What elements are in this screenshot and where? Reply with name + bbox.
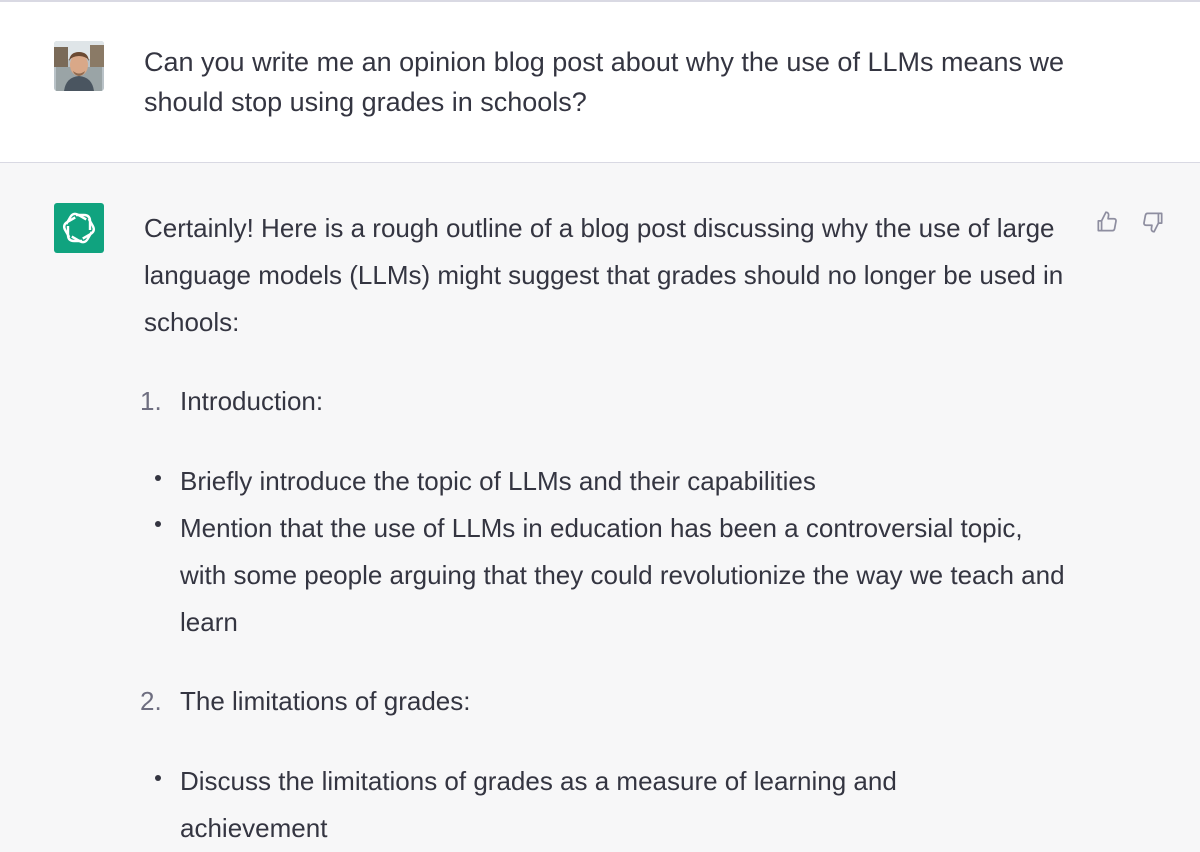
thumbs-down-icon xyxy=(1140,209,1166,235)
list-item-title: The limitations of grades: xyxy=(180,686,471,716)
user-avatar-photo xyxy=(54,41,104,91)
thumbs-up-button[interactable] xyxy=(1092,207,1122,237)
list-item-title: Introduction: xyxy=(180,386,324,416)
thumbs-down-button[interactable] xyxy=(1138,207,1168,237)
bullet-dot xyxy=(155,475,161,481)
bullet-dot xyxy=(155,775,161,781)
assistant-avatar xyxy=(54,203,104,253)
openai-logo-icon xyxy=(61,210,97,246)
list-number: 2. xyxy=(140,686,162,716)
bullet-item: Briefly introduce the topic of LLMs and their capabilities xyxy=(180,466,816,496)
thumbs-up-icon xyxy=(1094,209,1120,235)
list-item-limitations xyxy=(140,681,470,721)
user-message-row xyxy=(0,2,1200,163)
list-number: 1. xyxy=(140,386,162,416)
assistant-message-row xyxy=(0,163,1200,846)
list-item-introduction xyxy=(140,381,323,421)
bullet-dot xyxy=(155,521,161,527)
user-avatar xyxy=(54,41,104,91)
bullet-item: Discuss the limitations of grades as a measure of learning and achievement xyxy=(180,766,897,843)
assistant-intro-text: Certainly! Here is a rough outline of a blog post discussing why the use of large language models (LLMs) might suggest that grades should no longer be used in schools: xyxy=(144,213,1064,337)
bullet-item: Mention that the use of LLMs in education has been a controversial topic, with some people arguing that they could revolutionize the way we teach and learn xyxy=(180,513,1065,637)
user-message-text: Can you write me an opinion blog post about why the use of LLMs means we should stop using grades in schools? xyxy=(144,47,1065,117)
